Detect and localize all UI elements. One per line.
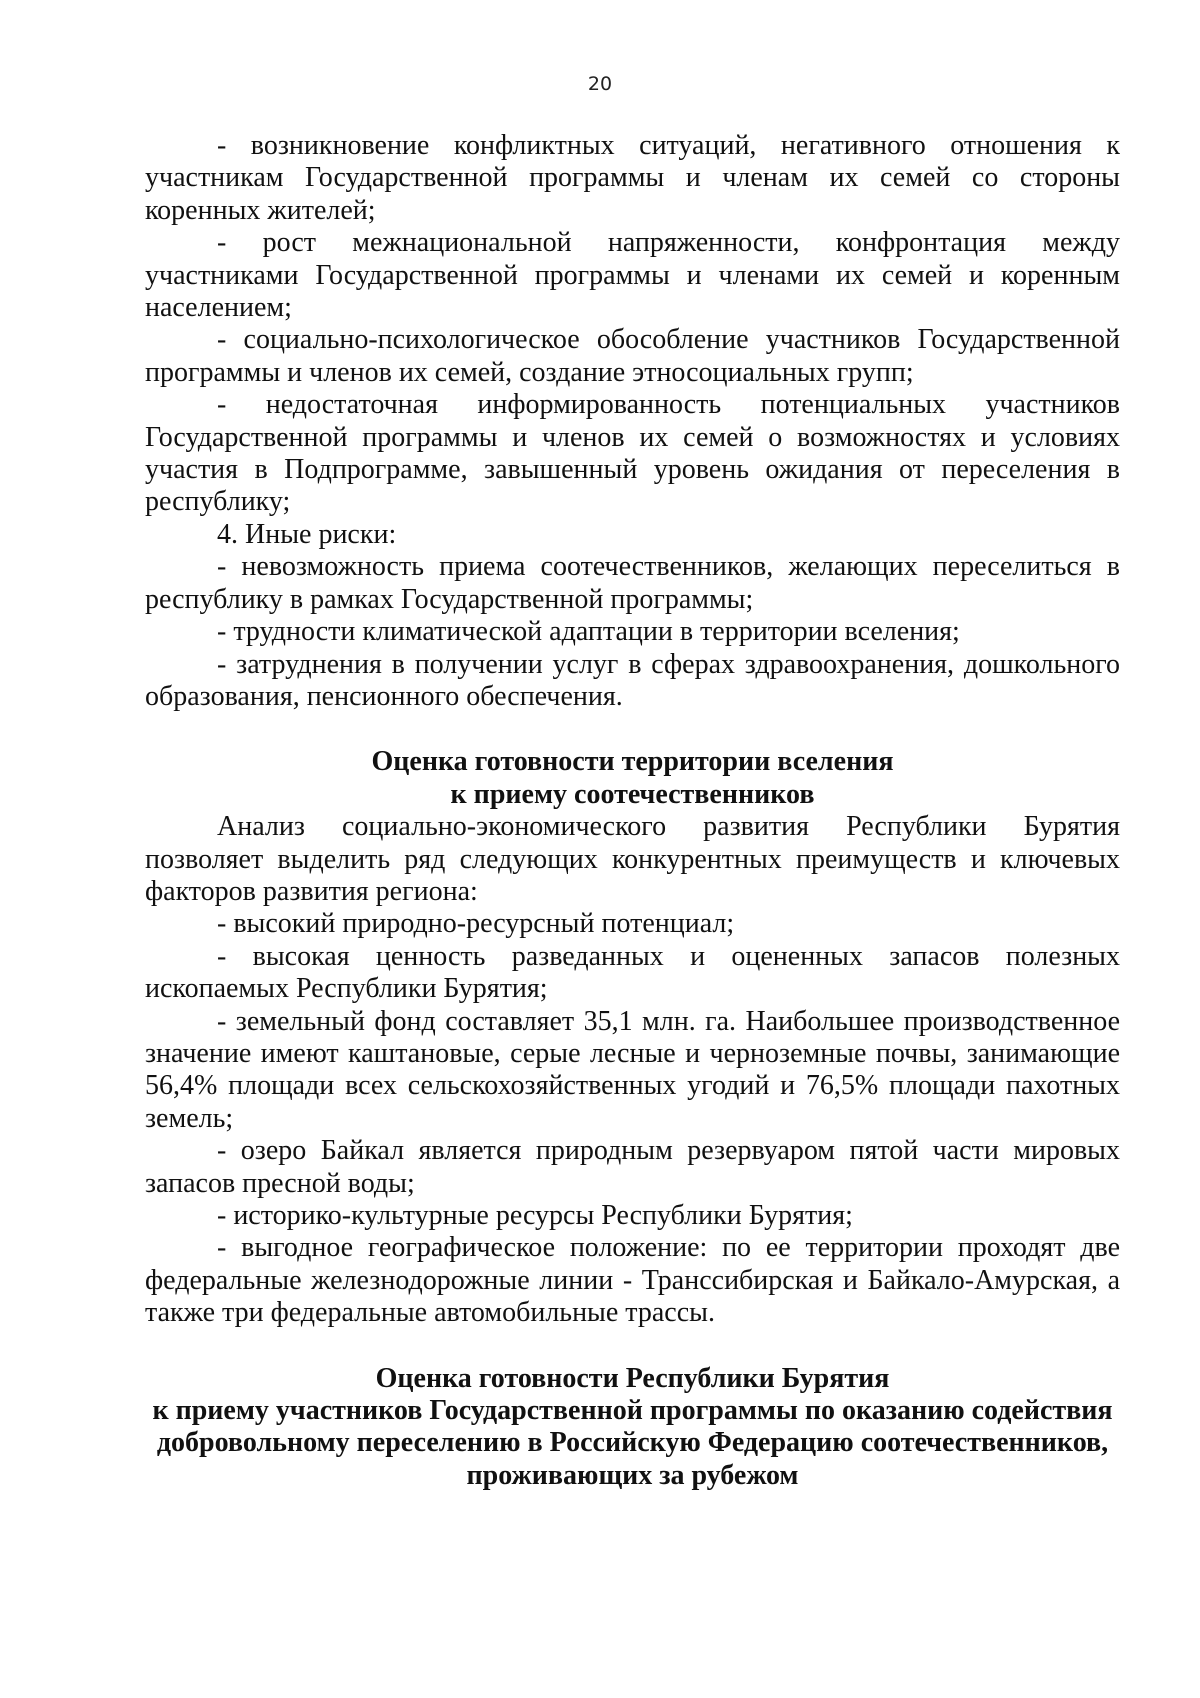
section-heading-territory xyxy=(145,746,1120,811)
section-heading-line: к приему соотечественников xyxy=(450,778,815,810)
paragraph: - недостаточная информированность потенциальных участников Государственной программы и членов их семей о возможностях и условиях участия в Подпрограмме, завышенный уровень ожидания от переселения в республику; xyxy=(145,389,1120,518)
paragraph: - невозможность приема соотечественников, желающих переселиться в республику в рамках Государственной программы; xyxy=(145,551,1120,615)
paragraph: - высокий природно-ресурсный потенциал; xyxy=(217,908,735,940)
paragraph: - социально-психологическое обособление участников Государственной программы и членов их семей, создание этносоциальных групп; xyxy=(145,324,1120,388)
paragraph: - озеро Байкал является природным резервуаром пятой части мировых запасов пресной воды; xyxy=(145,1135,1120,1199)
section-heading-line: к приему участников Государственной программы по оказанию содействия добровольному переселению в Российскую Федерацию соотечественников, проживающих за рубежом xyxy=(152,1395,1113,1491)
paragraph: - трудности климатической адаптации в территории вселения; xyxy=(217,616,960,648)
paragraph: Анализ социально-экономического развития Республики Бурятия позволяет выделить ряд следующих конкурентных преимуществ и ключевых факторов развития региона: xyxy=(145,811,1120,907)
section-heading-line: Оценка готовности территории вселения xyxy=(371,746,894,778)
paragraph: - выгодное географическое положение: по ее территории проходят две федеральные железнодорожные линии - Транссибирская и Байкало-Амурская, а также три федеральные автомобильные трассы. xyxy=(145,1232,1120,1329)
paragraph: - высокая ценность разведанных и оцененных запасов полезных ископаемых Республики Бурятия; xyxy=(145,940,1120,1005)
paragraph: - земельный фонд составляет 35,1 млн. га. Наибольшее производственное значение имеют каштановые, серые лесные и черноземные почвы, занимающие 56,4% площади всех сельскохозяйственных угодий и 76,5% площади пахотных земель; xyxy=(145,1005,1120,1134)
paragraph: 4. Иные риски: xyxy=(217,518,397,550)
document-body xyxy=(145,130,1120,1492)
paragraph: - рост межнациональной напряженности, конфронтация между участниками Государственной программы и членами их семей и коренным населением; xyxy=(145,227,1120,324)
paragraph: - возникновение конфликтных ситуаций, негативного отношения к участникам Государственной программы и членам их семей со стороны коренных жителей; xyxy=(145,130,1120,226)
section-heading-line: Оценка готовности Республики Бурятия xyxy=(375,1362,890,1394)
paragraph: - историко-культурные ресурсы Республики Бурятия; xyxy=(217,1200,853,1231)
section-heading-republic xyxy=(145,1363,1120,1493)
paragraph: - затруднения в получении услуг в сферах здравоохранения, дошкольного образования, пенсионного обеспечения. xyxy=(145,648,1120,712)
page-number: 20 xyxy=(587,73,613,95)
